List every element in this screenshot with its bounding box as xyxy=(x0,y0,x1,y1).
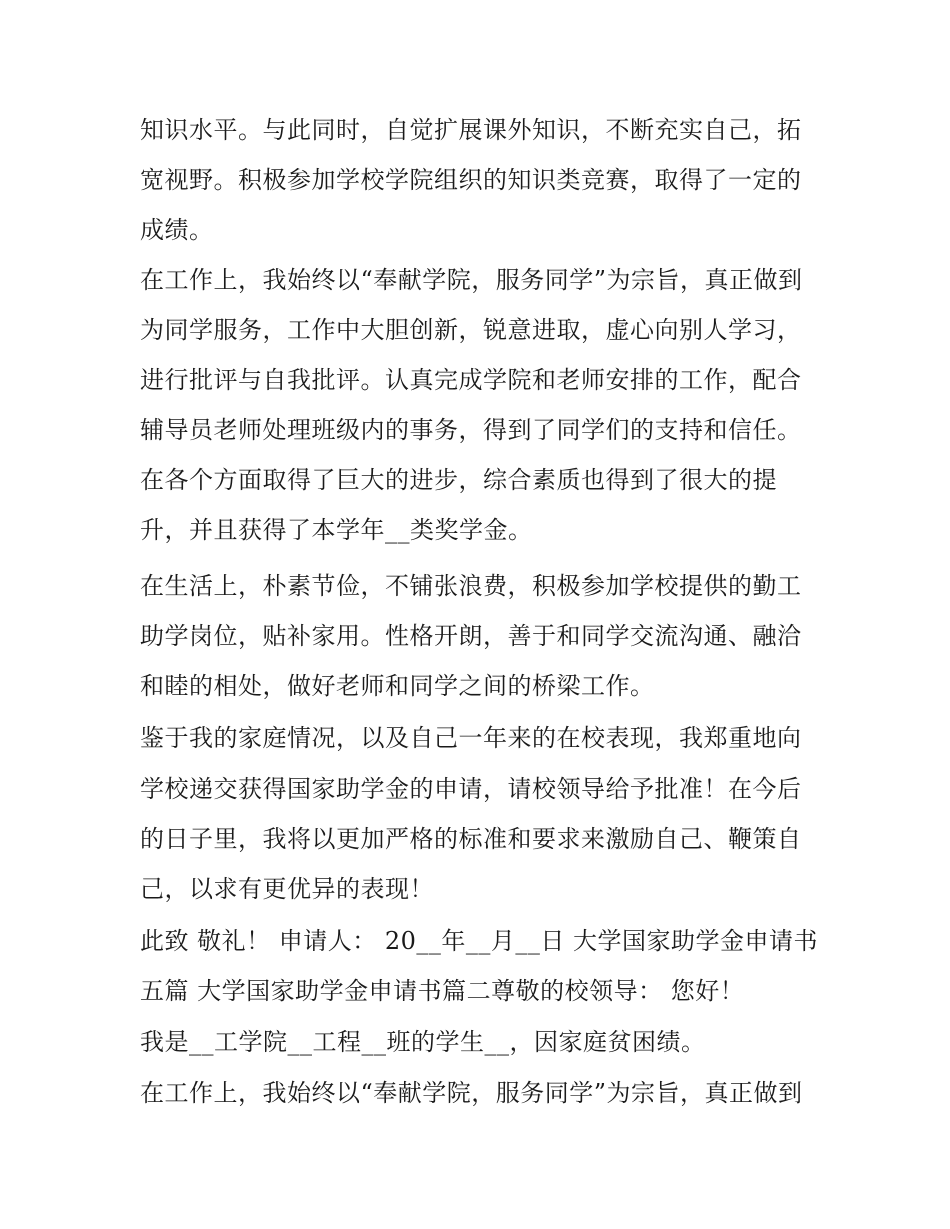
text-line: 学校递交获得国家助学金的申请，请校领导给予批准！在今后 xyxy=(140,775,802,803)
text-line: 在工作上，我始终以“奉献学院，服务同学”为宗旨，真正做到 xyxy=(140,266,803,294)
text-line: 鉴于我的家庭情况，以及自己一年来的在校表现，我郑重地向 xyxy=(140,724,802,752)
text-line: 成绩。 xyxy=(140,216,214,244)
text-line: 在工作上，我始终以“奉献学院，服务同学”为宗旨，真正做到 xyxy=(140,1079,803,1107)
text-line: 升，并且获得了本学年__类奖学金。 xyxy=(140,516,533,544)
text-line: 我是__工学院__工程__班的学生__，因家庭贫困绩。 xyxy=(140,1028,706,1056)
text-line: 和睦的相处，做好老师和同学之间的桥梁工作。 xyxy=(140,672,655,700)
text-line: 进行批评与自我批评。认真完成学院和老师安排的工作，配合 xyxy=(140,366,802,394)
text-line: 的日子里，我将以更加严格的标准和要求来激励自己、鞭策自 xyxy=(140,825,802,853)
text-line: 为同学服务，工作中大胆创新，锐意进取，虚心向别人学习， xyxy=(140,316,802,344)
text-line: 助学岗位，贴补家用。性格开朗，善于和同学交流沟通、融洽 xyxy=(140,622,802,650)
text-line: 辅导员老师处理班级内的事务，得到了同学们的支持和信任。 xyxy=(140,416,802,444)
text-line: 五篇 大学国家助学金申请书篇二尊敬的校领导： 您好！ xyxy=(140,977,745,1005)
text-line: 宽视野。积极参加学校学院组织的知识类竞赛，取得了一定的 xyxy=(140,166,802,194)
text-line: 己，以求有更优异的表现！ xyxy=(140,875,434,903)
text-line: 此致 敬礼！ 申请人： 20__年__月__日 大学国家助学金申请书 xyxy=(140,927,819,955)
text-line: 在生活上，朴素节俭，不铺张浪费，积极参加学校提供的勤工 xyxy=(140,572,802,600)
text-line: 在各个方面取得了巨大的进步，综合素质也得到了很大的提 xyxy=(140,466,777,494)
text-line: 知识水平。与此同时，自觉扩展课外知识，不断充实自己，拓 xyxy=(140,116,802,144)
